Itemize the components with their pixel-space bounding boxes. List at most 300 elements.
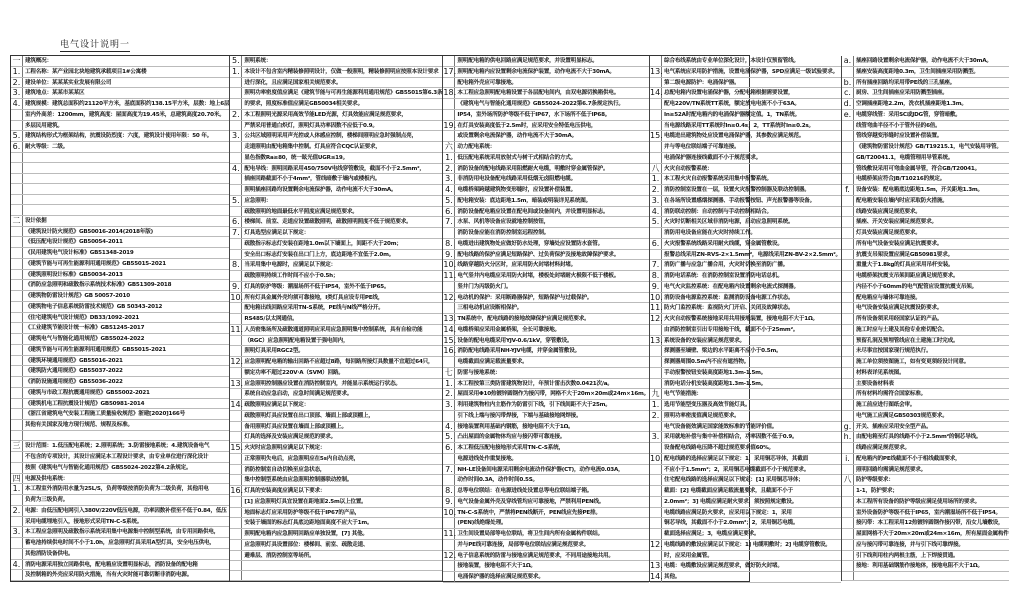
note-number <box>842 207 854 217</box>
note-text: 多层民用建筑。 <box>25 122 63 129</box>
note-text: NH-LE设备间电源采用剩余电流动作保护器(CT)，动作电流0.03A， <box>457 466 624 473</box>
note-row <box>443 99 649 110</box>
note-row <box>443 217 649 228</box>
note-row <box>842 88 1009 99</box>
note-row <box>650 207 841 218</box>
note-text: 施工单位须按图施工，如有变更须经设计同意。 <box>855 359 970 365</box>
note-text: 总等电位联结：在电源进线处设置总等电位联结端子箱。 <box>457 488 593 494</box>
note-number <box>230 389 242 399</box>
note-text: 未尽事宜按国家现行规范执行。 <box>855 348 932 355</box>
note-text: 应急照明： <box>244 197 272 204</box>
note-text: GB/T20041.1，电缆管理用导管系统。 <box>855 154 954 161</box>
note-row <box>443 56 649 67</box>
note-row <box>443 67 649 78</box>
note-number: 1. <box>443 153 455 163</box>
note-row <box>230 465 442 476</box>
note-number: 4. <box>230 164 242 174</box>
note-number: d. <box>842 99 854 109</box>
note-row <box>230 228 442 239</box>
note-number <box>443 518 455 528</box>
note-text: 电气设备能效满足国家能效标准的节能评价值。 <box>664 423 778 430</box>
note-number <box>230 497 242 507</box>
note-text: 《建筑电气与智能化通用规范》GB55024-2022 <box>25 336 145 342</box>
note-row <box>650 443 841 454</box>
note-row <box>11 174 229 185</box>
note-text: 建筑概况： <box>25 58 52 64</box>
note-number <box>842 486 854 496</box>
note-row <box>230 508 442 519</box>
note-number <box>842 368 854 378</box>
note-text: IP54，室外场所防护等级不低于IP67，水下场所不低于IP68。 <box>457 111 611 118</box>
note-number <box>11 248 23 258</box>
note-row <box>11 163 229 174</box>
note-text: 不应小于1.5mm²；2，采用铜芯电缆截面不小于规范要求。 <box>664 466 810 473</box>
note-number: 2. <box>11 78 23 88</box>
notes-column-3 <box>443 56 650 581</box>
note-text: RS485/以太网通信。 <box>244 316 298 322</box>
note-row <box>11 259 229 270</box>
note-text: 应急照明灯具设置部位：楼梯间、前室、疏散走道、 <box>244 541 369 548</box>
note-text: 《建筑节能与可再生能源利用通用规范》GB55015-2021 <box>25 260 166 267</box>
note-row <box>230 271 442 282</box>
note-row <box>650 389 841 400</box>
note-number: 三 <box>11 441 23 451</box>
note-row <box>842 185 1009 196</box>
note-text: 电缆：电缆敷设应满足规范要求，做好防火封堵。 <box>664 563 783 570</box>
note-number <box>11 184 23 194</box>
note-text: 进行深化，且应满足国家相关规范要求。 <box>244 79 342 86</box>
note-number: 7. <box>443 465 455 475</box>
note-number <box>11 399 23 409</box>
note-number <box>842 551 854 561</box>
note-number: f. <box>842 185 854 195</box>
note-number: h. <box>842 432 854 442</box>
note-row <box>650 454 841 465</box>
note-row <box>842 314 1009 325</box>
note-number: 2. <box>650 185 662 195</box>
note-text: 本工程火灾自动报警系统采用集中报警系统。 <box>664 176 772 183</box>
note-text: 电气施工应满足GB50303规范要求。 <box>855 412 948 419</box>
note-number: 13. <box>650 561 663 571</box>
note-row <box>842 325 1009 336</box>
note-text: In≥52A时配电箱内的电涌保护器额定值。1，TN系统。 <box>664 111 800 118</box>
note-text: 设备安装：配电箱底边距地1.5m，开关距地1.3m。 <box>855 187 983 193</box>
note-number <box>650 422 662 432</box>
note-text: 厨房、卫生间插座应采用防溅型插座。 <box>855 90 948 97</box>
note-number: 14. <box>650 572 663 581</box>
note-number <box>11 452 23 462</box>
note-number <box>842 196 854 206</box>
note-number <box>230 303 242 313</box>
note-number: 4. <box>443 422 455 432</box>
note-row <box>230 346 442 357</box>
note-text: 2.0mm²；3] 电缆应满足耐火要求，须按照规定敷设。 <box>664 498 798 505</box>
note-row <box>650 336 841 347</box>
note-text: 本工程应急照明及疏散指示系统采用集中电源集中控制型系统，由专用回路供电， <box>25 529 220 536</box>
note-number: 11. <box>230 324 244 334</box>
note-row <box>230 336 442 347</box>
note-row <box>443 529 649 540</box>
note-text: 线路应满足规范要求。 <box>855 445 910 451</box>
note-row <box>650 239 841 250</box>
note-number <box>842 153 854 163</box>
note-row <box>650 432 841 443</box>
note-text: 消防控制室自动切换至应急状态， <box>244 466 326 473</box>
note-number <box>842 314 854 324</box>
note-row <box>230 121 442 132</box>
note-number <box>230 207 242 217</box>
note-row <box>443 400 649 411</box>
note-row <box>650 271 841 282</box>
note-row <box>11 506 229 517</box>
note-text: 《建筑电气与智能化通用规范》GB55024-2022第6.7条规定执行。 <box>457 101 624 107</box>
note-row <box>11 452 229 463</box>
note-number <box>443 475 455 485</box>
note-text: 不包含的专项设计，其设计应满足本工程设计要求，由专业单位进行深化设计 <box>25 454 209 460</box>
note-row <box>11 313 229 324</box>
note-row <box>443 486 649 497</box>
note-number: 8. <box>443 486 455 496</box>
note-number: 8. <box>230 260 242 270</box>
note-number <box>650 551 662 561</box>
note-number: 6. <box>443 443 455 453</box>
note-row <box>842 400 1009 411</box>
note-text: 综合布线系统由专业单位深化设计，本设计仅预留管线。 <box>664 58 799 64</box>
note-text: 配电导线：照明回路采用450/750V电线穿管敷设，截面不小于2.5mm²， <box>244 165 425 172</box>
note-text: 避难层、消防控制室等场所。 <box>244 552 315 559</box>
note-text: 配电箱安装在墙内时应采取防火措施。 <box>855 197 948 204</box>
note-row <box>842 346 1009 357</box>
note-number: 8. <box>443 239 455 249</box>
note-row <box>650 346 841 357</box>
note-number <box>230 561 242 570</box>
note-number <box>11 153 23 163</box>
note-text: 建筑结构形式为框架结构，抗震设防烈度：六度，建筑设计使用年限：50 年。 <box>25 133 213 140</box>
note-row <box>443 78 649 89</box>
note-text: 采用就地补偿与集中补偿相结合，功率因数不低于0.9。 <box>664 434 798 441</box>
note-row <box>443 336 649 347</box>
note-number <box>650 99 662 109</box>
note-text: 截面选择应满足；3，电缆应满足要求。 <box>664 531 760 537</box>
note-text: 非消防用电设备配电线路采用低烟无卤阻燃电缆。 <box>457 176 577 183</box>
note-row <box>650 228 841 239</box>
note-row <box>11 495 229 506</box>
note-number: 5. <box>443 432 455 442</box>
note-number <box>230 314 242 324</box>
note-text: 所有设备须采用经国家认证的产品。 <box>855 316 943 322</box>
note-row <box>842 121 1009 132</box>
note-text: 安装于墙面的标志灯具底边距地面高度不应大于1m。 <box>244 520 373 527</box>
note-number: 16. <box>230 486 244 495</box>
note-text: 消防设备应能在消防控制室远程控制。 <box>457 230 550 236</box>
note-number <box>230 508 242 518</box>
note-row <box>443 497 649 508</box>
note-number <box>842 357 854 367</box>
note-number: 3. <box>650 432 662 442</box>
note-text: 照明配电箱内应急照明回路应单独设置，[7] 其他。 <box>244 531 368 537</box>
note-row <box>230 153 442 164</box>
note-row <box>11 484 229 495</box>
note-number <box>443 411 455 421</box>
note-text: 电气竖井内电缆应采用防火封堵，楼板处封堵耐火极限不低于楼板。 <box>457 273 620 279</box>
note-text: 《住宅建筑电气设计规范》DB33/1092-2021 <box>25 314 140 321</box>
note-row <box>11 205 229 216</box>
note-row <box>230 260 442 271</box>
note-text: 电缆进出建筑物处应做好防水处理，穿墙处应设置防水套管。 <box>457 240 604 247</box>
note-number <box>842 529 854 539</box>
note-number: 3. <box>443 400 455 410</box>
note-number <box>842 336 854 346</box>
note-text: 电气系统应采用防护措施，设置电涌保护器，SPD应满足一级试验要求。 <box>664 68 839 75</box>
note-text: 消防电话分机安装高度距地1.3m-1.5m。 <box>664 380 767 387</box>
note-number: b. <box>842 78 854 88</box>
note-number: 二 <box>11 216 23 226</box>
note-text: 《低压配电设计规范》GB50054-2011 <box>25 239 123 246</box>
note-number: 12. <box>443 550 457 560</box>
note-number: 1. <box>230 67 242 77</box>
note-number: 11. <box>443 271 457 280</box>
note-row <box>650 67 841 78</box>
note-number: 2. <box>443 164 455 174</box>
note-row <box>230 217 442 228</box>
note-text: 火灾自动报警系统接地采用共用接地装置，接地电阻不大于1Ω。 <box>664 316 818 322</box>
note-row <box>230 314 442 325</box>
note-row <box>842 282 1009 293</box>
note-row <box>230 486 442 497</box>
note-text: 灯具选型应满足以下规定： <box>244 230 310 236</box>
note-row <box>230 303 442 314</box>
note-row <box>443 121 649 132</box>
note-number: 12. <box>650 314 663 323</box>
note-row <box>842 540 1009 551</box>
note-row <box>443 454 649 465</box>
note-text: 电气节能措施： <box>664 391 702 398</box>
note-row <box>11 323 229 334</box>
note-row <box>11 474 229 485</box>
note-number: 17. <box>443 66 457 76</box>
note-row <box>230 368 442 379</box>
note-row <box>443 508 649 519</box>
note-number: 2. <box>11 506 23 516</box>
note-text <box>242 561 442 570</box>
note-number <box>11 110 23 120</box>
note-row <box>443 561 649 572</box>
note-text: 照明插座回路均设置剩余电流保护器，动作电流不大于30mA。 <box>244 187 397 193</box>
note-row <box>230 164 442 175</box>
note-number <box>842 142 854 152</box>
note-text: 1-1，防护要求； <box>855 488 898 494</box>
note-number: 5. <box>443 196 455 206</box>
note-number: 9. <box>230 282 242 292</box>
note-row <box>650 486 841 497</box>
note-text: 本工程照明光源采用高效节能LED光源，灯具效能应满足规范要求， <box>244 111 407 118</box>
note-number <box>443 78 455 88</box>
note-row <box>230 110 442 121</box>
note-text: 负荷为三级负荷。 <box>25 497 69 503</box>
note-row <box>11 399 229 410</box>
note-number <box>11 388 23 398</box>
note-number <box>650 121 662 131</box>
note-number <box>650 465 662 475</box>
note-number <box>11 356 23 366</box>
note-text: 消防联动控制：自动控制与手动控制相结合。 <box>664 208 772 215</box>
note-text: 线管弯曲半径不小于管外径的6倍。 <box>855 122 941 129</box>
note-text <box>23 174 229 184</box>
note-row <box>11 184 229 195</box>
note-text: 屋面网格不大于20m×20m或24m×16m，所有屋面金属构件 <box>855 531 1009 537</box>
note-text: 《建筑节能与可再生能源利用通用规范》GB55015-2021 <box>25 346 166 353</box>
note-row <box>443 174 649 185</box>
note-row <box>842 379 1009 390</box>
note-text: 安全出口标志灯安装在出口门上方，底边距地不宜低于2.0m。 <box>244 251 395 258</box>
note-text: 设备的配电电缆采用YJV-0.6/1kV，穿管敷设。 <box>457 337 573 344</box>
note-number <box>443 56 455 66</box>
note-row <box>11 153 229 164</box>
note-number <box>11 377 23 387</box>
note-number <box>11 280 23 290</box>
note-row <box>650 282 841 293</box>
note-text: （RGC）应急照明配电箱设置于强电间内， <box>244 337 349 344</box>
note-number <box>842 411 854 421</box>
note-text: 《建筑机电工程抗震设计规范》GB50981-2014 <box>25 400 145 407</box>
note-number <box>443 282 455 292</box>
note-number: 14. <box>650 88 663 98</box>
note-row <box>230 454 442 465</box>
note-number: 一 <box>11 56 23 66</box>
note-number <box>443 228 455 238</box>
note-row <box>11 431 229 442</box>
note-text: 电气火灾监控系统：在配电箱内设置剩余电流式探测器。 <box>664 283 799 290</box>
note-number: 13. <box>230 378 244 388</box>
note-number <box>11 463 23 473</box>
note-number: 19. <box>443 120 457 130</box>
note-text: 《建筑与市政工程抗震通用规范》GB55002-2021 <box>25 389 150 396</box>
note-text: 地面标志灯应采用防护等级不低于IP67的产品， <box>244 509 361 516</box>
note-number <box>230 422 242 432</box>
note-row <box>11 377 229 388</box>
note-number <box>842 518 854 528</box>
note-number: 3. <box>230 131 242 141</box>
note-text: 并与PE线可靠连接，局部等电位联结应满足规范要求。 <box>457 541 589 548</box>
note-text: 照明灯具采用RGC2型。 <box>244 348 304 355</box>
note-number <box>842 379 854 389</box>
note-row <box>842 389 1009 400</box>
note-row <box>842 357 1009 368</box>
note-row <box>650 551 841 562</box>
note-row <box>443 325 649 336</box>
note-number <box>650 346 662 356</box>
note-row <box>230 56 442 67</box>
note-text: 配电箱应与墙体可靠连接。 <box>855 294 921 301</box>
note-number <box>11 291 23 301</box>
note-number <box>230 465 242 475</box>
note-row <box>650 422 841 433</box>
note-text: 竖井门为丙级防火门。 <box>457 283 512 290</box>
note-number: c. <box>842 88 854 98</box>
note-text: 预留孔洞及预埋管线应在土建施工时完成。 <box>855 337 959 344</box>
note-number <box>650 368 662 378</box>
note-number <box>842 293 854 303</box>
note-number <box>842 389 854 399</box>
note-number <box>230 88 242 98</box>
note-text: 低压配电系统采用放射式与树干式相结合的方式。 <box>457 154 577 161</box>
note-text: 水泵、风机等设备应设就地控制按钮， <box>457 219 550 226</box>
note-text: 其他。 <box>664 574 681 580</box>
note-text <box>23 153 229 163</box>
note-row <box>443 303 649 314</box>
note-number <box>650 250 662 260</box>
note-row <box>11 517 229 528</box>
notes-column-4 <box>650 56 842 581</box>
note-text: 配电220V/TN系统TT系统，额定放电电流不小于63A。 <box>664 101 800 107</box>
note-number <box>842 260 854 270</box>
note-row <box>11 131 229 142</box>
note-text: 疏散照明持续工作时间不应小于0.5h； <box>244 273 339 279</box>
note-row <box>842 497 1009 508</box>
note-row <box>11 463 229 474</box>
note-text: 插座安装高度距地0.3m，卫生间插座采用防溅型。 <box>855 68 979 75</box>
note-row <box>650 497 841 508</box>
note-row <box>443 357 649 368</box>
note-number: 2. <box>650 411 662 421</box>
note-row <box>230 357 442 368</box>
note-row <box>443 153 649 164</box>
note-text: 住宅配电线路的选择应满足以下规定：[1] 采用铜芯导体； <box>664 477 804 484</box>
note-row <box>11 67 229 78</box>
note-number: 四 <box>11 474 23 484</box>
note-number <box>443 540 455 550</box>
note-text: 电缆穿线管：采用SC或JDG管，穿管暗敷。 <box>855 111 961 118</box>
note-number <box>842 508 854 518</box>
note-text: 探测器至墙壁、梁边的水平距离不应小于0.5m。 <box>664 348 782 355</box>
note-row <box>230 325 442 336</box>
note-number: 4. <box>650 207 662 217</box>
note-number <box>230 271 242 281</box>
note-number <box>11 495 23 505</box>
notes-column-1 <box>11 56 230 581</box>
note-number <box>230 78 242 88</box>
note-text: 显色指数Ra≥80，统一眩光值UGR≤19。 <box>244 154 348 161</box>
note-text <box>23 431 229 441</box>
note-text: 电源及供电系统： <box>25 475 69 482</box>
note-row <box>230 379 442 390</box>
note-row <box>11 570 229 581</box>
note-number <box>842 271 854 281</box>
notes-column-2 <box>230 56 443 581</box>
note-row <box>842 174 1009 185</box>
note-row <box>11 420 229 431</box>
note-number: 12. <box>650 539 663 549</box>
note-row <box>842 239 1009 250</box>
note-text: 电缆桥架应符合JB/T10216的规定。 <box>855 176 946 183</box>
note-row <box>842 153 1009 164</box>
note-row <box>443 443 649 454</box>
note-number <box>842 164 854 174</box>
note-number <box>11 163 23 173</box>
note-number: 7. <box>443 217 455 227</box>
note-number <box>11 538 23 548</box>
note-row <box>230 518 442 529</box>
note-text: 本工程所有设备的防护等级应满足使用场所的要求。 <box>855 498 981 505</box>
note-text: (PEN)线绝缘处理。 <box>457 520 507 527</box>
note-text: 管线敷设采用可弯曲金属导管，符合GB/T20041。 <box>855 165 981 172</box>
note-number <box>230 336 242 346</box>
note-text: 《浙江省建筑电气安装工程施工质量验收规范》浙建[2020]166号 <box>25 411 186 418</box>
note-text: 正常照明失电后，应急照明应在5s内自动点亮， <box>244 455 360 462</box>
note-row <box>230 88 442 99</box>
note-row <box>650 518 841 529</box>
note-text: 《民用建筑电气设计标准》GB51348-2019 <box>25 250 134 256</box>
